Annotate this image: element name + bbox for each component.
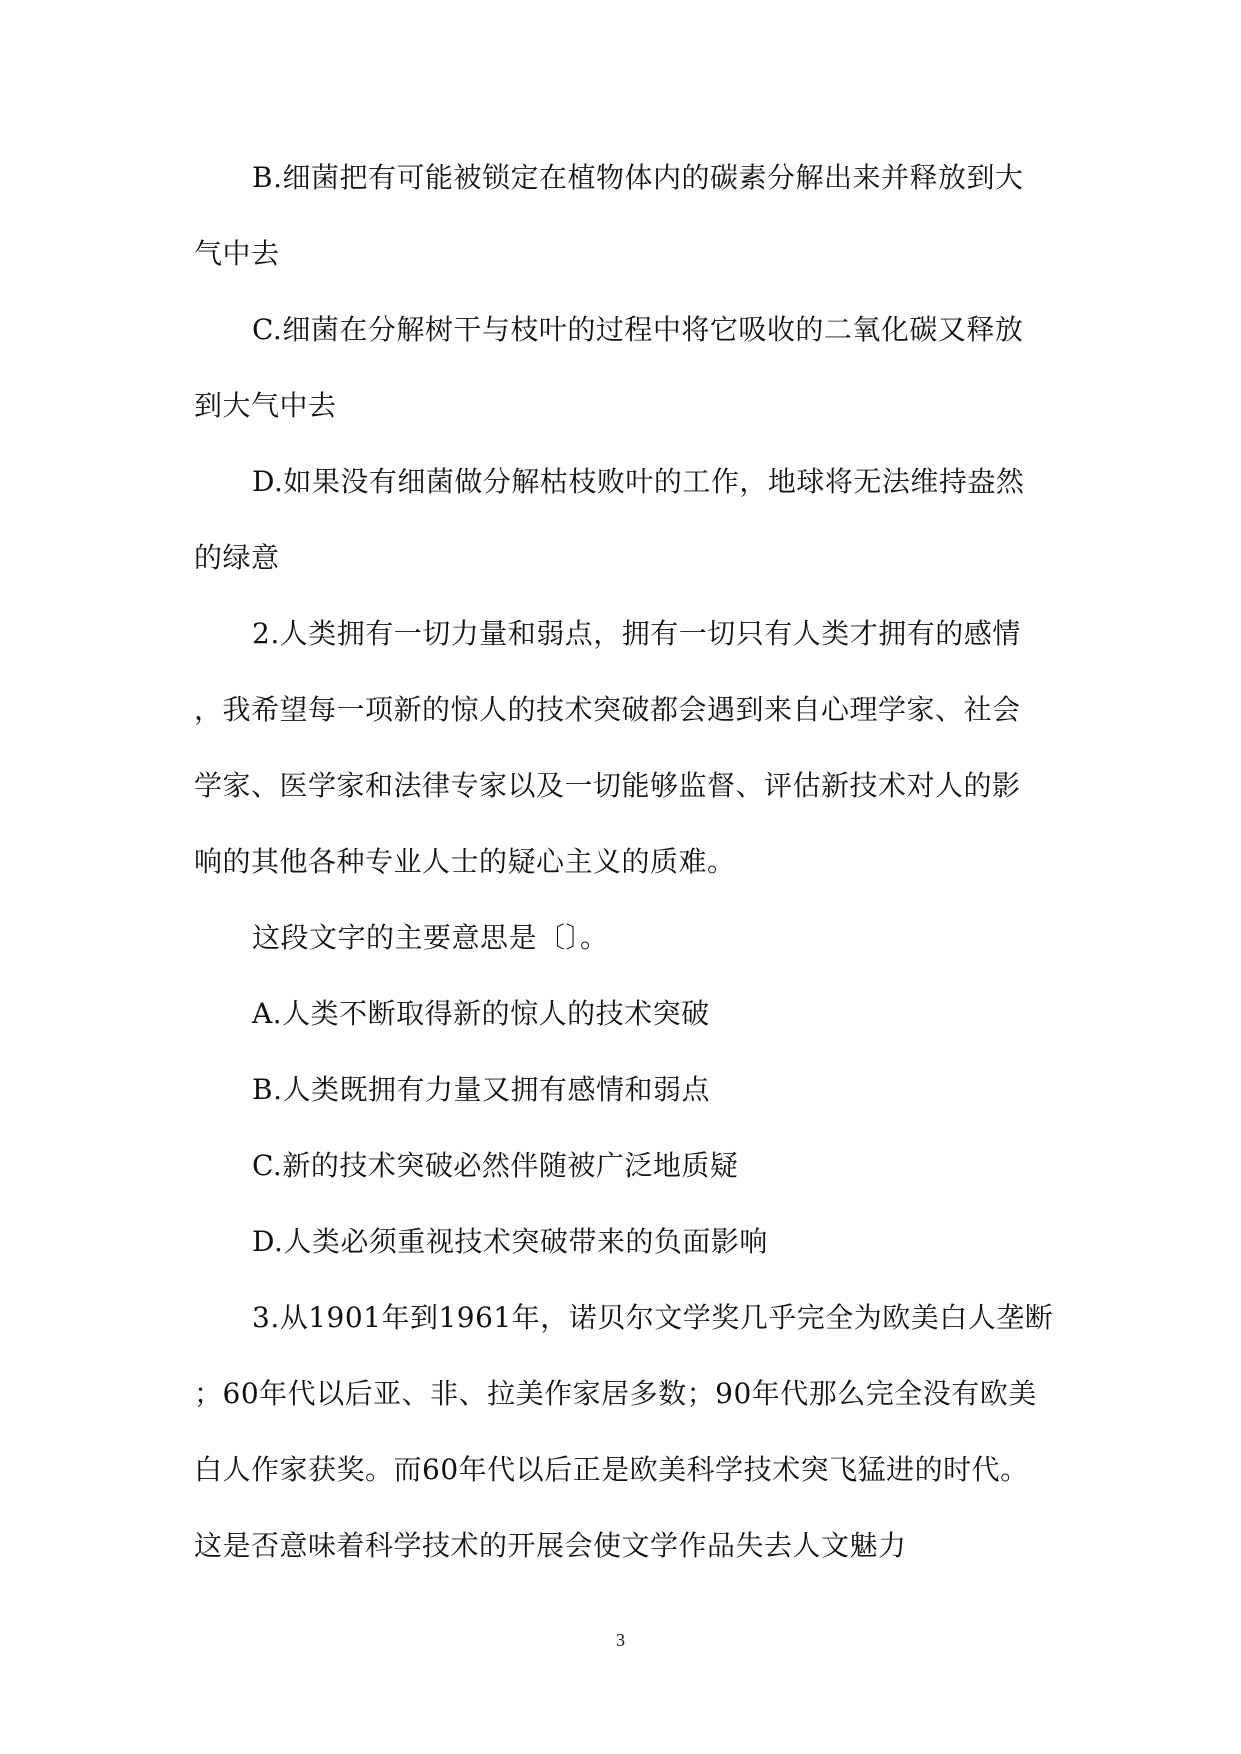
text-line: C.新的技术突破必然伴随被广泛地质疑 [252, 1149, 739, 1182]
text-line: ；60年代以后亚、非、拉美作家居多数；90年代那么完全没有欧美 [194, 1377, 1037, 1410]
text-line: B.细菌把有可能被锁定在植物体内的碳素分解出来并释放到大 [252, 161, 1024, 194]
page-number: 3 [616, 1630, 625, 1650]
text-line: D.人类必须重视技术突破带来的负面影响 [252, 1225, 768, 1258]
text-line: 3.从1901年到1961年，诺贝尔文学奖几乎完全为欧美白人垄断 [252, 1301, 1054, 1334]
text-line: 到大气中去 [194, 389, 337, 422]
text-line: 这段文字的主要意思是〔〕。 [252, 921, 609, 954]
text-line: D.如果没有细菌做分解枯枝败叶的工作，地球将无法维持盎然 [252, 465, 1025, 498]
text-line: B.人类既拥有力量又拥有感情和弱点 [252, 1073, 710, 1106]
text-line: 这是否意味着科学技术的开展会使文学作品失去人文魅力 [194, 1529, 907, 1562]
text-line: C.细菌在分解树干与枝叶的过程中将它吸收的二氧化碳又释放 [252, 313, 1024, 346]
text-line: 响的其他各种专业人士的疑心主义的质难。 [194, 845, 736, 878]
text-line: 2.人类拥有一切力量和弱点，拥有一切只有人类才拥有的感情 [252, 617, 1021, 650]
text-line: 白人作家获奖。而60年代以后正是欧美科学技术突飞猛进的时代。 [194, 1453, 1029, 1486]
text-line: 气中去 [194, 237, 280, 270]
text-line: A.人类不断取得新的惊人的技术突破 [252, 997, 710, 1030]
text-line: 的绿意 [194, 541, 280, 574]
text-line: ，我希望每一项新的惊人的技术突破都会遇到来自心理学家、社会 [194, 693, 1021, 726]
text-line: 学家、医学家和法律专家以及一切能够监督、评估新技术对人的影 [194, 769, 1021, 802]
